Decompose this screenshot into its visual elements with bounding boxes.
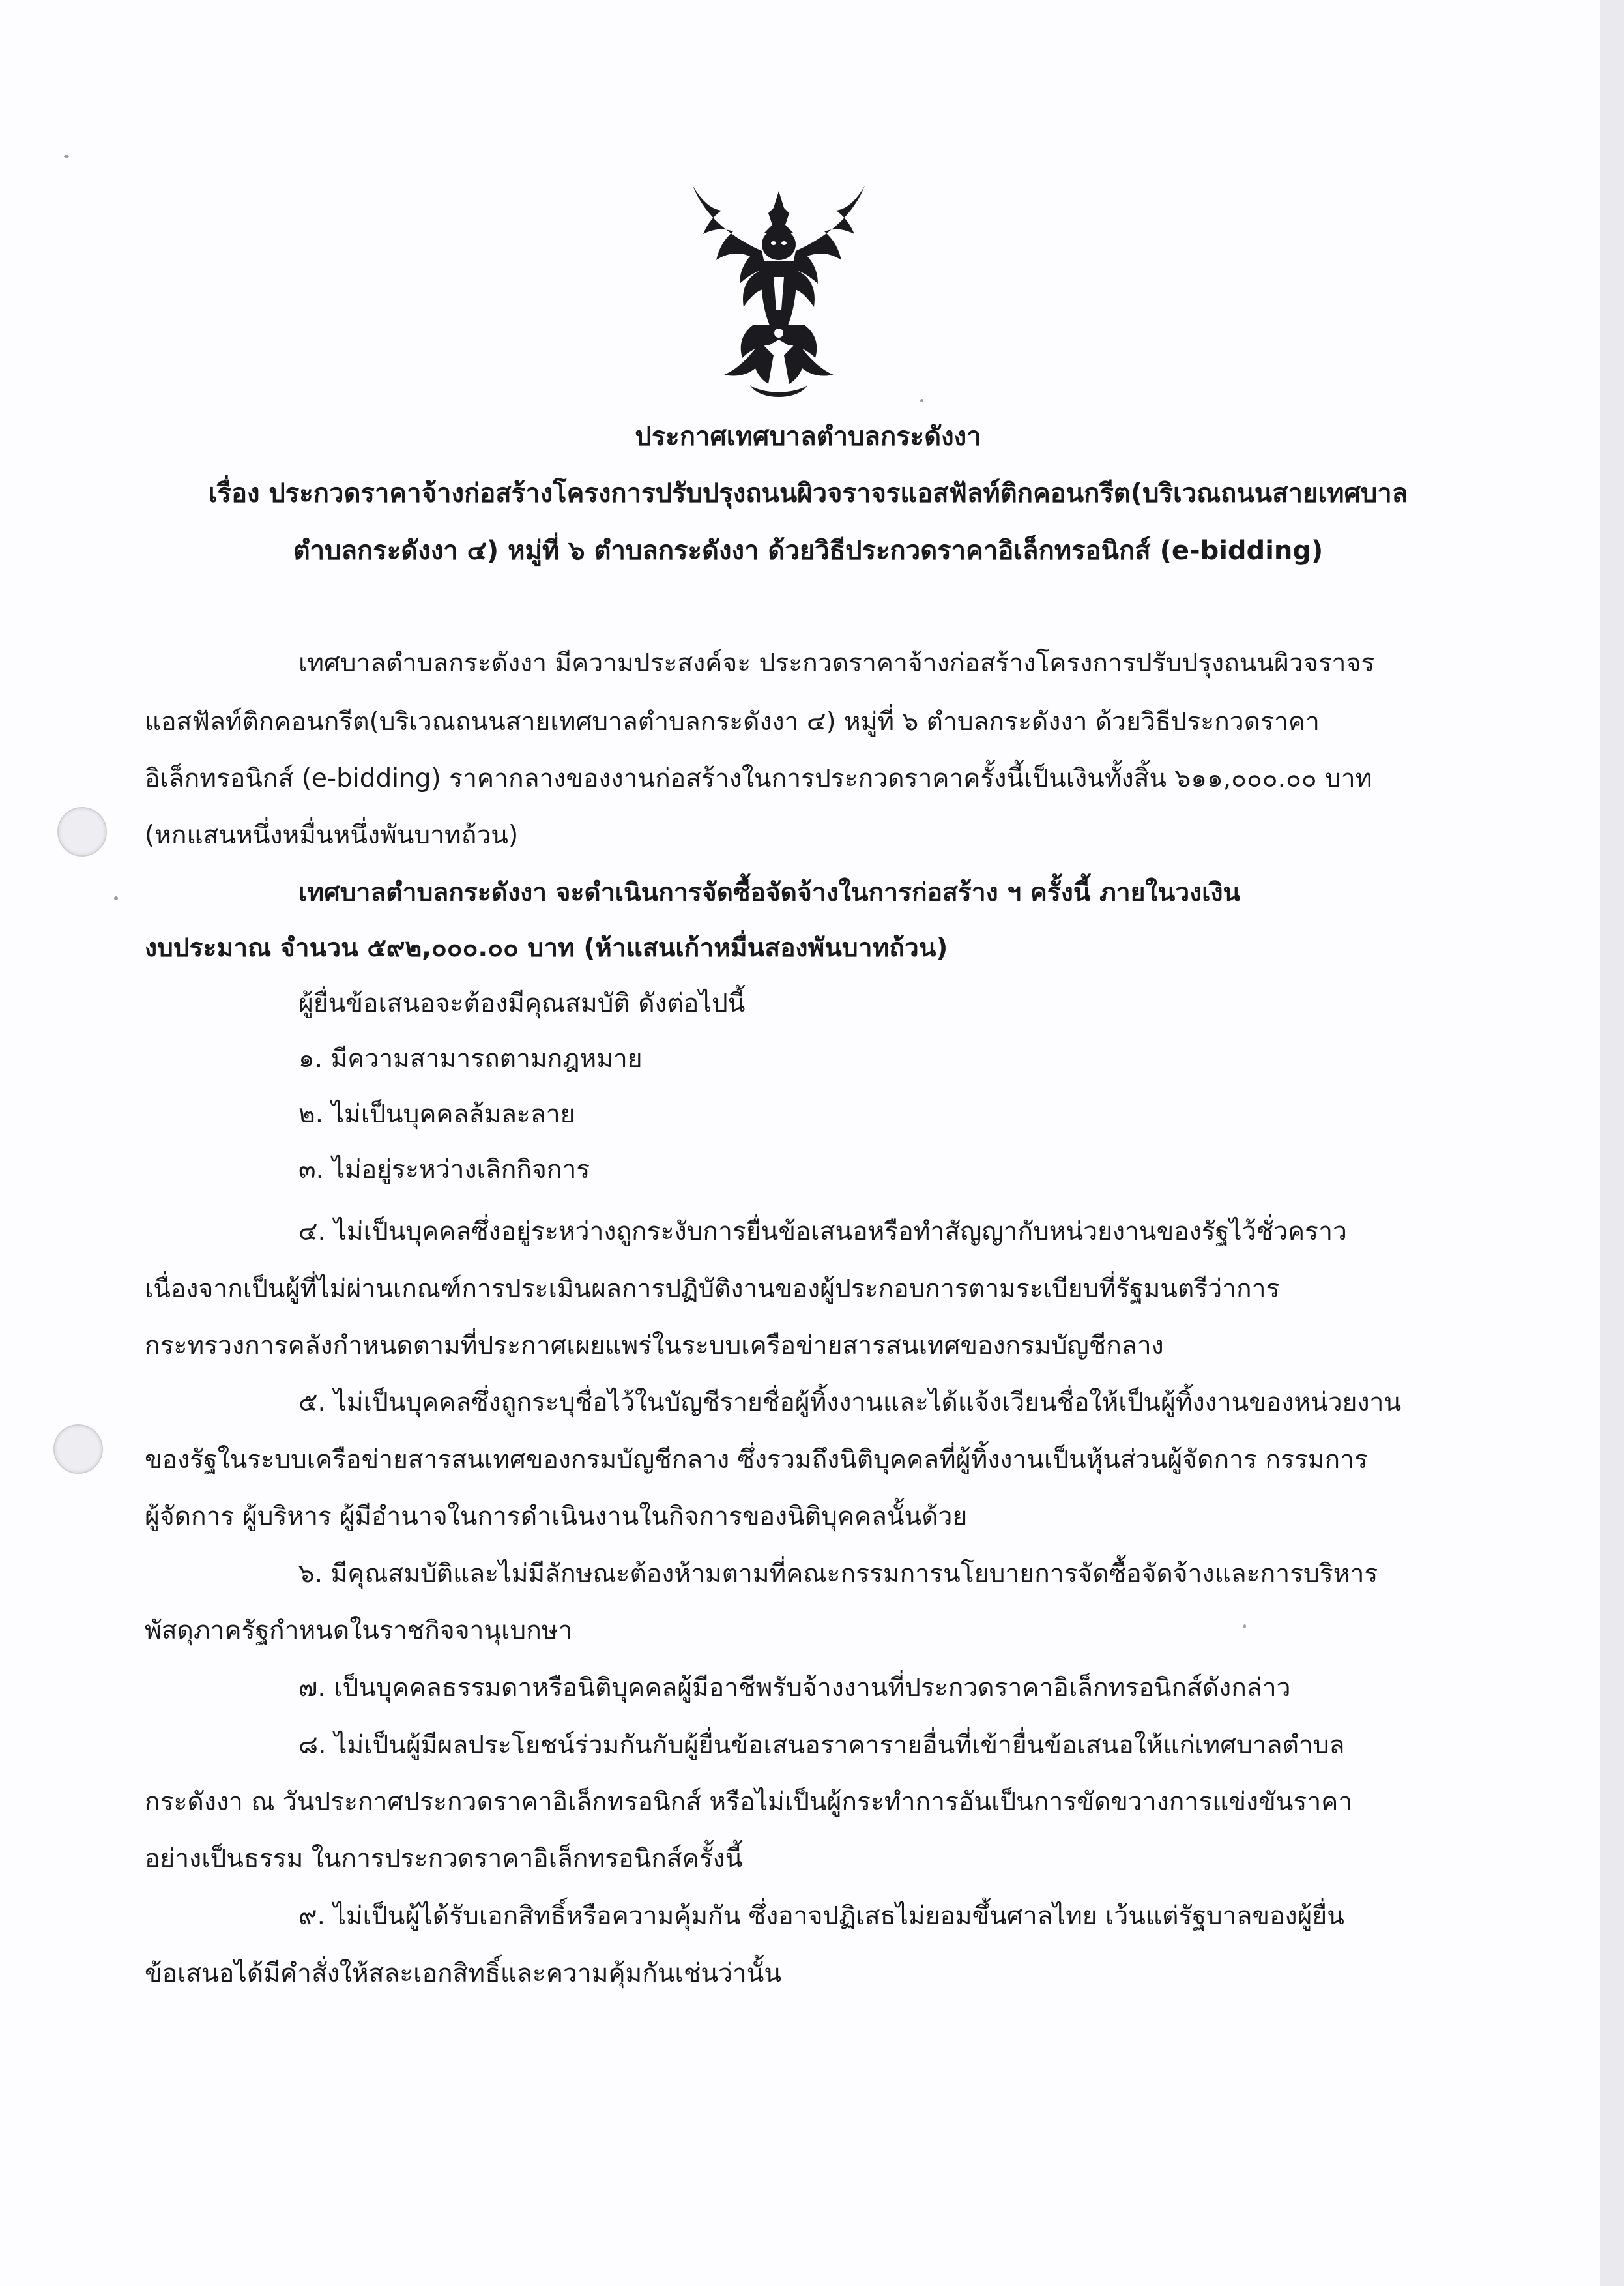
budget-line: งบประมาณ จำนวน ๕๙๒,๐๐๐.๐๐ บาท (ห้าแสนเก้าหมื่นสองพันบาทถ้วน) (145, 933, 948, 963)
announcement-subject-line-2: ตำบลกระดังงา ๔) หมู่ที่ ๖ ตำบลกระดังงา ด้วยวิธีประกวดราคาอิเล็กทรอนิกส์ (e-bidding) (293, 536, 1324, 566)
qualification-item: ๓. ไม่อยู่ระหว่างเลิกกิจการ (298, 1155, 590, 1184)
budget-line: เทศบาลตำบลกระดังงา จะดำเนินการจัดซื้อจัดจ้างในการก่อสร้าง ฯ ครั้งนี้ ภายในวงเงิน (298, 878, 1241, 907)
scan-speck (920, 399, 923, 402)
scanner-edge (1600, 0, 1624, 2286)
qualification-item: ๒. ไม่เป็นบุคคลล้มละลาย (298, 1100, 575, 1129)
qualification-item-continued: กระดังงา ณ วันประกาศประกวดราคาอิเล็กทรอนิกส์ หรือไม่เป็นผู้กระทำการอันเป็นการขัดขวางการแข่งขันราคา (145, 1787, 1353, 1817)
scan-speck (1243, 1624, 1246, 1628)
qualification-item: ๘. ไม่เป็นผู้มีผลประโยชน์ร่วมกันกับผู้ยื่นข้อเสนอราคารายอื่นที่เข้ายื่นข้อเสนอให้แก่เทศบาลตำบล (298, 1731, 1345, 1760)
announcement-title: ประกาศเทศบาลตำบลกระดังงา (635, 422, 981, 452)
qualification-item-continued: ของรัฐในระบบเครือข่ายสารสนเทศของกรมบัญชีกลาง ซึ่งรวมถึงนิติบุคคลที่ผู้ทิ้งงานเป็นหุ้นส่วนผู้จัดการ กรรมการ (145, 1445, 1369, 1474)
scan-speck (64, 155, 69, 158)
qualification-item: ๕. ไม่เป็นบุคคลซึ่งถูกระบุชื่อไว้ในบัญชีรายชื่อผู้ทิ้งงานและได้แจ้งเวียนชื่อให้เป็นผู้ทิ้งงานของหน่วยงาน (298, 1388, 1402, 1417)
qualification-item-continued: ผู้จัดการ ผู้บริหาร ผู้มีอำนาจในการดำเนินงานในกิจการของนิติบุคคลนั้นด้วย (145, 1502, 968, 1531)
intro-line: อิเล็กทรอนิกส์ (e-bidding) ราคากลางของงานก่อสร้างในการประกวดราคาครั้งนี้เป็นเงินทั้งสิ้น ๖๑๑,๐๐๐.๐๐ บาท (145, 764, 1372, 793)
punch-hole-top (57, 807, 107, 857)
scan-speck (114, 896, 118, 900)
qualification-item-continued: อย่างเป็นธรรม ในการประกวดราคาอิเล็กทรอนิกส์ครั้งนี้ (145, 1844, 743, 1873)
qualification-item: ๗. เป็นบุคคลธรรมดาหรือนิติบุคคลผู้มีอาชีพรับจ้างงานที่ประกวดราคาอิเล็กทรอนิกส์ดังกล่าว (298, 1673, 1291, 1703)
qualification-item: ๖. มีคุณสมบัติและไม่มีลักษณะต้องห้ามตามที่คณะกรรมการนโยบายการจัดซื้อจัดจ้างและการบริหาร (298, 1559, 1378, 1589)
qualification-item-continued: พัสดุภาครัฐกำหนดในราชกิจจานุเบกษา (145, 1616, 573, 1645)
garuda-emblem-icon (688, 179, 870, 407)
intro-line: เทศบาลตำบลกระดังงา มีความประสงค์จะ ประกวดราคาจ้างก่อสร้างโครงการปรับปรุงถนนผิวจราจร (298, 649, 1375, 678)
announcement-subject-line-1: เรื่อง ประกวดราคาจ้างก่อสร้างโครงการปรับปรุงถนนผิวจราจรแอสฟัลท์ติกคอนกรีต(บริเวณถนนสายเทศบาล (208, 478, 1408, 508)
intro-line: แอสฟัลท์ติกคอนกรีต(บริเวณถนนสายเทศบาลตำบลกระดังงา ๔) หมู่ที่ ๖ ตำบลกระดังงา ด้วยวิธีประกวดราคา (145, 707, 1320, 737)
punch-hole-bottom (53, 1424, 103, 1474)
qualification-item: ๑. มีความสามารถตามกฎหมาย (298, 1044, 643, 1074)
qualification-item-continued: เนื่องจากเป็นผู้ที่ไม่ผ่านเกณฑ์การประเมินผลการปฏิบัติงานของผู้ประกอบการตามระเบียบที่รัฐมนตรีว่าการ (145, 1274, 1280, 1304)
qualification-item-continued: ข้อเสนอได้มีคำสั่งให้สละเอกสิทธิ์และความคุ้มกันเช่นว่านั้น (145, 1959, 782, 1988)
intro-line: (หกแสนหนึ่งหมื่นหนึ่งพันบาทถ้วน) (145, 821, 519, 850)
qualification-item: ๔. ไม่เป็นบุคคลซึ่งอยู่ระหว่างถูกระงับการยื่นข้อเสนอหรือทำสัญญากับหน่วยงานของรัฐไว้ชั่วคราว (298, 1217, 1347, 1246)
qualification-item-continued: กระทรวงการคลังกำหนดตามที่ประกาศเผยแพร่ในระบบเครือข่ายสารสนเทศของกรมบัญชีกลาง (145, 1331, 1164, 1360)
qualifications-intro: ผู้ยื่นข้อเสนอจะต้องมีคุณสมบัติ ดังต่อไปนี้ (298, 989, 746, 1018)
qualification-item: ๙. ไม่เป็นผู้ได้รับเอกสิทธิ์หรือความคุ้มกัน ซึ่งอาจปฏิเสธไม่ยอมขึ้นศาลไทย เว้นแต่รัฐบาลของผู้ยื่น (298, 1901, 1344, 1931)
